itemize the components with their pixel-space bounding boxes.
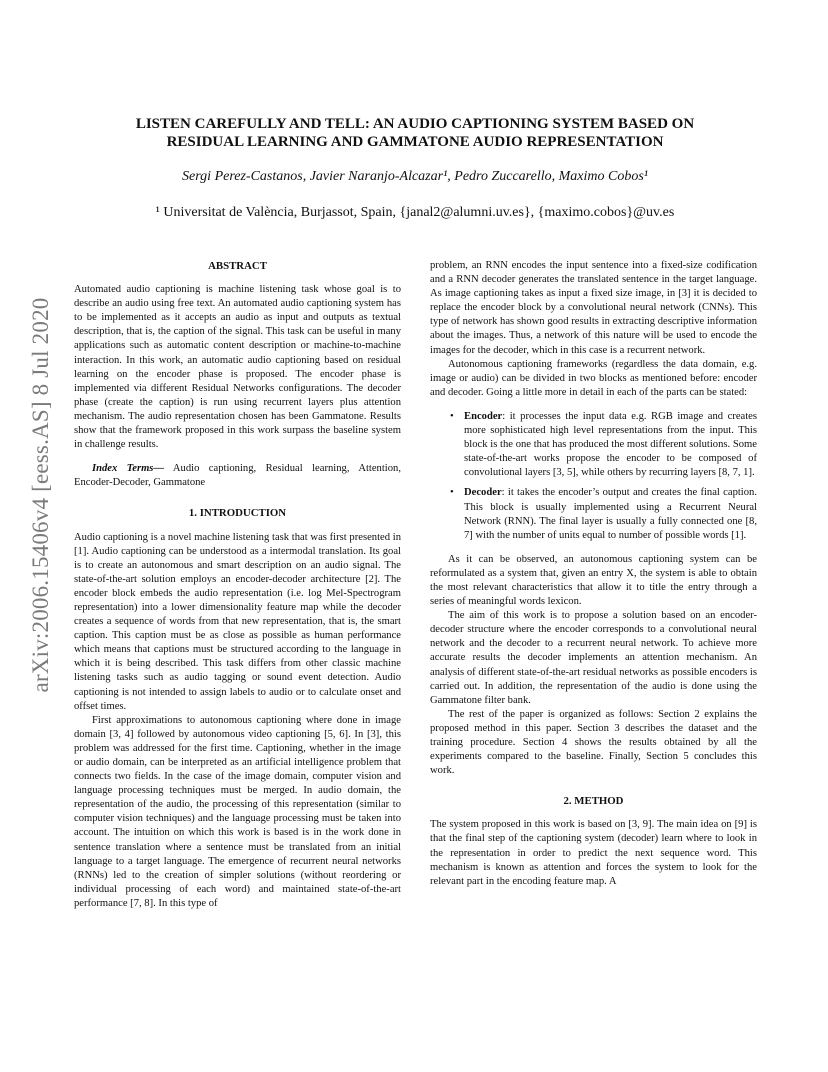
- arxiv-sidebar-stamp: [20, 290, 62, 700]
- left-column: [74, 259, 401, 911]
- method-paragraph-1: The system proposed in this work is based on [3, 9]. The main idea on [9] is that the final step of the captioning system (decoder) learn where to look in the representation in order to predict the next sequence word. This mechanism is known as attention and forces the system to look for the relevant part in the encoding feature map. A: [430, 819, 757, 887]
- list-term: Encoder: [464, 410, 503, 422]
- right-column: [430, 259, 757, 889]
- list-text: : it processes the input data e.g. RGB image and creates more sophisticated high level representations from the input. This block is the one that has produced the most different solutions. Some state-of-the-art works propose the encoder to be composed of convolutional layers [3, 5], while others by recurring layers [8, 7, 1].: [464, 410, 757, 479]
- affiliation: ¹ Universitat de València, Burjassot, Spain, {janal2@alumni.uv.es}, {maximo.cobos}@uv.es: [155, 205, 675, 220]
- intro-paragraph-3: problem, an RNN encodes the input sentence into a fixed-size codification and a RNN decoder generates the translated sentence in the target language. As image captioning takes as input a fixed size image, in [3] it is decided to replace the encoder block by a convolutional neural network (CNNs). This type of network has shown good results in extracting descriptive information about the images. Thus, a network of this nature will be used to encode the images for the decoder, which in this case is a recurrent network.: [430, 260, 757, 356]
- title-line-1: LISTEN CAREFULLY AND TELL: AN AUDIO CAPTIONING SYSTEM BASED ON: [135, 116, 695, 132]
- intro-paragraph-6: The aim of this work is to propose a solution based on an encoder-decoder structure where the encoder corresponds to a convolutional neural network and the decoder to a recurrent neural network. To achieve more accurate results the decoder implements an attention mechanism. An analysis of different state-of-the-art residual networks as possible encoders is carried out. In addition, the representation of the audio is done using the Gammatone filter bank.: [430, 610, 757, 706]
- title-line-2: RESIDUAL LEARNING AND GAMMATONE AUDIO REPRESENTATION: [166, 134, 664, 150]
- arxiv-identifier: arXiv:2006.15406v4 [eess.AS] 8 Jul 2020: [28, 297, 53, 693]
- intro-paragraph-4: Autonomous captioning frameworks (regardless the data domain, e.g. image or audio) can be divided in two blocks as mentioned before: encoder and decoder. Going a little more in detail in each of the parts can be stated:: [430, 358, 757, 398]
- intro-paragraph-5: As it can be observed, an autonomous captioning system can be reformulated as a system that, given an entry X, the system is able to obtain the most relevant characteristics that allow it to title the entry through a series of meaningful words lexicon.: [430, 553, 757, 608]
- method-heading: 2. METHOD: [563, 795, 624, 808]
- author-list: Sergi Perez-Castanos, Javier Naranjo-Alcazar¹, Pedro Zuccarello, Maximo Cobos¹: [182, 169, 648, 184]
- index-terms-label: Index Terms—: [92, 463, 165, 475]
- encoder-decoder-list: [430, 410, 757, 543]
- list-item-encoder: [446, 410, 757, 480]
- intro-paragraph-7: The rest of the paper is organized as follows: Section 2 explains the proposed method in this paper. Section 3 describes the dataset and the training procedure. Section 4 shows the results obtained by all the experiments compared to the baseline. Finally, Section 5 concludes this work.: [430, 708, 757, 777]
- list-item-decoder: [446, 486, 757, 542]
- abstract-heading: ABSTRACT: [208, 260, 267, 272]
- index-terms: [74, 462, 401, 490]
- introduction-heading: 1. INTRODUCTION: [188, 507, 287, 520]
- paper-title: [70, 115, 760, 151]
- abstract-text: Automated audio captioning is machine listening task whose goal is to describe an audio using free text. An automated audio captioning system has to be implemented as it accepts an audio as input and outputs as textual description, that is, the caption of the signal. This task can be useful in many applications such as automatic content description or machine-to-machine interaction. In this work, an automatic audio captioning based on residual learning on the encoder phase is proposed. The encoder phase is implemented via different Residual Networks configurations. The decoder phase (create the caption) is run using recurrent layers plus attention mechanism. The audio representation chosen has been Gammatone. Results show that the framework proposed in this work surpass the baseline system in challenge results.: [74, 284, 401, 451]
- list-text: : it takes the encoder’s output and creates the final caption. This block is usually implemented using a Recurrent Neural Network (RNN). The final layer is usually a fully connected one [8, 7] with the number of units equal to number of possible words [1].: [464, 487, 757, 541]
- list-term: Decoder: [464, 487, 502, 499]
- index-terms-list: Audio captioning, Residual learning, Attention, Encoder-Decoder, Gammatone: [74, 463, 401, 489]
- intro-paragraph-2: First approximations to autonomous captioning where done in image domain [3, 4] followed by autonomous video captioning [5, 6]. In [3], this problem was addressed for the first time. Captioning, whether in the image or audio domain, can be interpreted as an artificial intelligence problem that connects two fields. In the case of the image domain, computer vision and language processing techniques must be merged. In audio domain, the representation of the audio, the processing of this representation (similar to computer vision techniques) and the language processing must be taken into account. The intuition on which this work is based is in the work done in sentence translation where a sentence must be translated from an initial language to a target language. The emergence of recurrent neural networks (RNNs) led to the creation of simpler solutions (without reordering or individual processing of each word) and maintained state-of-the-art performance [7, 8]. In this type of: [74, 714, 401, 909]
- intro-paragraph-1: Audio captioning is a novel machine listening task that was first presented in [1]. Audio captioning can be understood as a intermodal translation. Its goal is to create an autonomous and smart description on an audio signal. The state-of-the-art solution employs an encoder-decoder architecture [2]. The encoder block embeds the audio representation (i.e. log Mel-Spectrogram representation) into a lower dimensionality feature map while the decoder creates a sequence of words from that new representation, that is, the smart caption. This caption must be as close as possible as human performance which means that captions must be structured according to the language in which it is being described. This task differs from other classic machine listening tasks such as audio tagging or sound event detection. Audio captioning is not intended to assign labels to audio or to calculate onset and offset times.: [74, 531, 401, 712]
